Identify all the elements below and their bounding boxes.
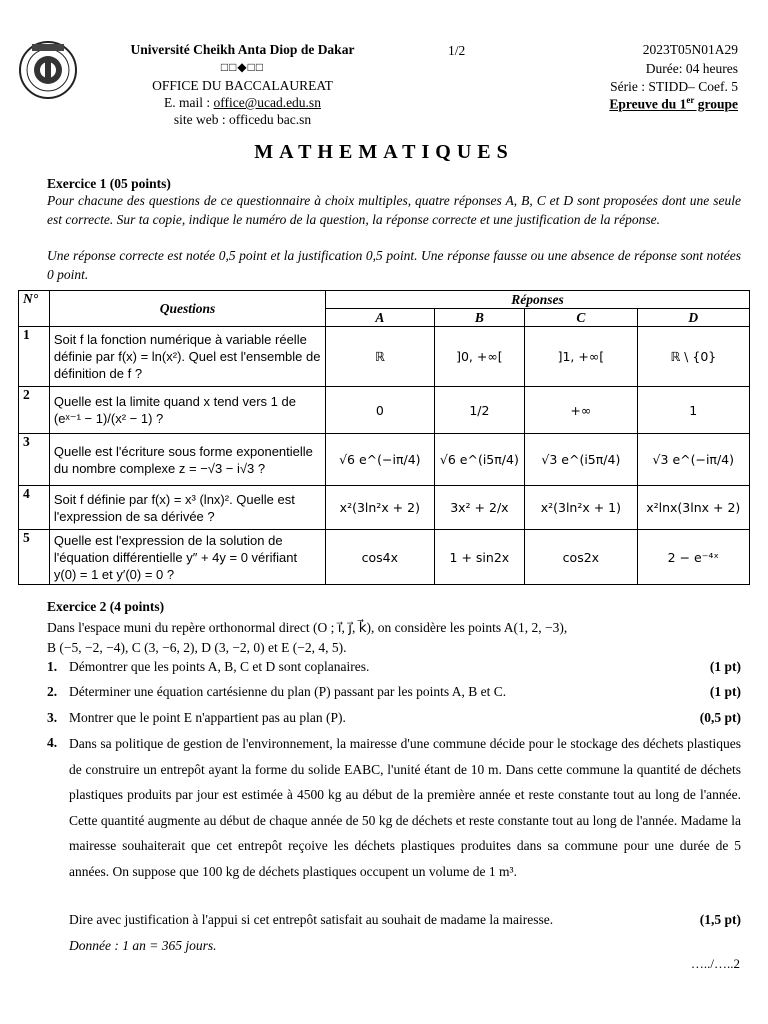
answer-a: √6 e^(−iπ/4) (326, 434, 434, 486)
email-link[interactable]: office@ucad.edu.sn (213, 95, 321, 110)
question-item: 1. Démontrer que les points A, B, C et D sont coplanaires. (1 pt) (47, 659, 741, 674)
exercise2-title: Exercice 2 (4 points) (47, 599, 165, 614)
table-row: 4 Soit f définie par f(x) = x³ (lnx)². Quelle est l'expression de sa dérivée ? x²(3ln²x + 2) 3x² + 2/x x²(3ln²x + 1) x²lnx(3lnx + 2) (19, 486, 750, 530)
question-cell: Soit f la fonction numérique à variable réelle définie par f(x) = ln(x²). Quel est l'ensemble de définition de f ? (49, 327, 325, 387)
decorative-dots: □□◆□□ (220, 60, 265, 74)
table-row: 3 Quelle est l'écriture sous forme exponentielle du nombre complexe z = −√3 − i√3 ? √6 e^(−iπ/4) √6 e^(i5π/4) √3 e^(i5π/4) √3 e^(−iπ/4) (19, 434, 750, 486)
answer-c: +∞ (525, 387, 637, 434)
website-line: site web : officedu bac.sn (173, 112, 312, 127)
qcm-table (18, 290, 750, 585)
question-cell: Quelle est l'écriture sous forme exponentielle du nombre complexe z = −√3 − i√3 ? (49, 434, 325, 486)
ucad-logo (18, 40, 78, 100)
answer-b: ]0, +∞[ (434, 327, 525, 387)
exam-duration: Durée: 04 heures (645, 61, 738, 76)
final-question: Dire avec justification à l'appui si cet entrepôt satisfait au souhait de madame la mairesse. (1,5 pt) (69, 912, 741, 927)
answer-a: cos4x (326, 530, 434, 585)
answer-a: x²(3ln²x + 2) (326, 486, 434, 530)
answer-c: cos2x (525, 530, 637, 585)
exercise2-intro-line2: B (−5, −2, −4), C (3, −6, 2), D (3, −2, 0) et E (−2, 4, 5). (47, 640, 347, 655)
exercise1-scoring: Une réponse correcte est notée 0,5 point et la justification 0,5 point. Une réponse fausse ou une absence de réponse sont notées 0 point. (47, 248, 741, 282)
col-a-header: A (326, 309, 434, 327)
col-reponses-header: Réponses (326, 291, 750, 309)
page-continuation: …../…..2 (690, 956, 740, 971)
problem-statement: Dans sa politique de gestion de l'environnement, la mairesse d'une commune décide pour le stockage des déchets plastiques de construire un entrepôt ayant la forme du solide EABC, l'unité étant de 10 m. Dans cette commune la quantité de déchets plastiques produits par jour est estimée à 4500 kg au début de la première année et reste constante tout au long de l'année. Cette quantité augmente au début de chaque année de 50 kg de déchets et reste constante tout au long de l'année. Madame la mairesse souhaiterait que cet entrepôt reçoive les déchets plastiques produites dans sa commune pour une durée de 5 années. On suppose que 100 kg de déchets plastiques occupent un volume de 1 m³. (69, 736, 741, 879)
email-label: E. mail : (164, 95, 214, 110)
answer-c: √3 e^(i5π/4) (525, 434, 637, 486)
answer-b: √6 e^(i5π/4) (434, 434, 525, 486)
exam-series: Série : STIDD– Coef. 5 (610, 79, 738, 94)
answer-a: ℝ (326, 327, 434, 387)
col-c-header: C (525, 309, 637, 327)
question-item: 3. Montrer que le point E n'appartient pas au plan (P). (0,5 pt) (47, 710, 741, 725)
donnee-note: Donnée : 1 an = 365 jours. (69, 938, 217, 953)
question-item: 4. (47, 735, 58, 750)
col-num-header: N° (19, 291, 50, 327)
university-name: Université Cheikh Anta Diop de Dakar (130, 42, 355, 57)
question-cell: Soit f définie par f(x) = x³ (lnx)². Quelle est l'expression de sa dérivée ? (49, 486, 325, 530)
question-cell: Quelle est l'expression de la solution de l'équation différentielle y″ + 4y = 0 vérifiant y(0) = 1 et y′(0) = 0 ? (49, 530, 325, 585)
email-line (95, 95, 390, 111)
office-name: OFFICE DU BACCALAUREAT (152, 78, 333, 93)
exercise1-title: Exercice 1 (05 points) (47, 176, 171, 191)
col-questions-header: Questions (49, 291, 325, 327)
col-b-header: B (434, 309, 525, 327)
table-row: 5 Quelle est l'expression de la solution de l'équation différentielle y″ + 4y = 0 vérifiant y(0) = 1 et y′(0) = 0 ? cos4x 1 + sin2x cos2x 2 − e⁻⁴ˣ (19, 530, 750, 585)
page-number: 1/2 (448, 43, 466, 58)
answer-b: 3x² + 2/x (434, 486, 525, 530)
table-row: 2 Quelle est la limite quand x tend vers 1 de (eˣ⁻¹ − 1)/(x² − 1) ? 0 1/2 +∞ 1 (19, 387, 750, 434)
answer-b: 1/2 (434, 387, 525, 434)
answer-d: 2 − e⁻⁴ˣ (637, 530, 749, 585)
answer-c: ]1, +∞[ (525, 327, 637, 387)
answer-d: ℝ \ {0} (637, 327, 749, 387)
answer-d: √3 e^(−iπ/4) (637, 434, 749, 486)
question-cell: Quelle est la limite quand x tend vers 1 de (eˣ⁻¹ − 1)/(x² − 1) ? (49, 387, 325, 434)
answer-b: 1 + sin2x (434, 530, 525, 585)
answer-d: x²lnx(3lnx + 2) (637, 486, 749, 530)
col-d-header: D (637, 309, 749, 327)
answer-c: x²(3ln²x + 1) (525, 486, 637, 530)
exam-code: 2023T05N01A29 (642, 42, 738, 57)
exercise2-intro-line1: Dans l'espace muni du repère orthonormal direct (O ; i⃗, j⃗, k⃗), on considère les points A(1, 2, −3), (47, 620, 568, 635)
answer-d: 1 (637, 387, 749, 434)
answer-a: 0 (326, 387, 434, 434)
exercise1-intro: Pour chacune des questions de ce questionnaire à choix multiples, quatre réponses A, B, C et D sont proposées dont une seule est correcte. Sur ta copie, indique le numéro de la question, la réponse correcte et une justification de la réponse. (47, 193, 741, 227)
page-title: MATHEMATIQUES (254, 141, 514, 163)
exam-group: Epreuve du 1er groupe (609, 95, 738, 112)
question-item: 2. Déterminer une équation cartésienne du plan (P) passant par les points A, B et C. (1 pt) (47, 684, 741, 699)
table-row: 1 Soit f la fonction numérique à variable réelle définie par f(x) = ln(x²). Quel est l'ensemble de définition de f ? ℝ ]0, +∞[ ]1, +∞[ ℝ \ {0} (19, 327, 750, 387)
